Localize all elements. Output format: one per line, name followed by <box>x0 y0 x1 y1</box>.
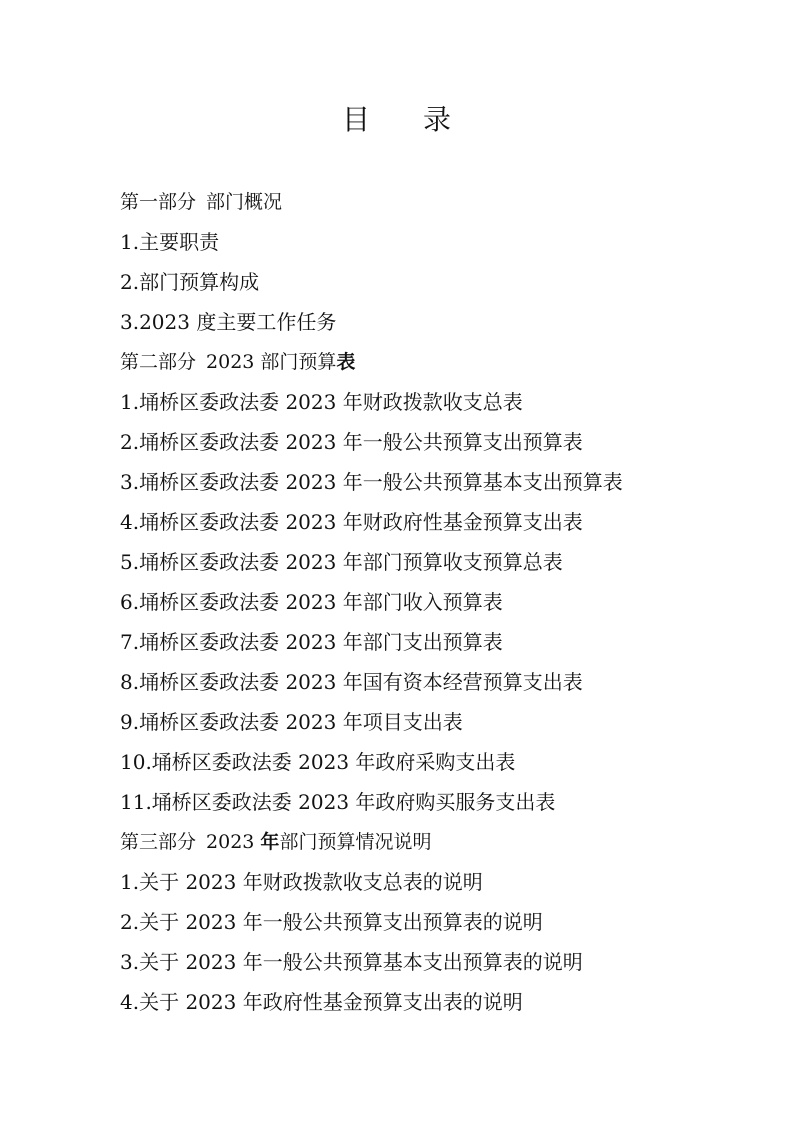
toc-item[interactable]: 10.埇桥区委政法委 2023 年政府采购支出表 <box>120 750 516 774</box>
toc-item[interactable]: 7.埇桥区委政法委 2023 年部门支出预算表 <box>120 630 503 654</box>
toc-item[interactable]: 1.关于 2023 年财政拨款收支总表的说明 <box>120 870 483 894</box>
toc-part-label: 第三部分 <box>120 831 197 853</box>
toc-part-title: 部门预算情况说明 <box>279 831 432 853</box>
toc-part-label: 第二部分 <box>120 351 197 373</box>
toc-item[interactable]: 8.埇桥区委政法委 2023 年国有资本经营预算支出表 <box>120 670 583 694</box>
toc-item[interactable]: 4.关于 2023 年政府性基金预算支出表的说明 <box>120 990 523 1014</box>
page-title: 目 录 <box>342 103 473 136</box>
toc-item[interactable]: 1.埇桥区委政法委 2023 年财政拨款收支总表 <box>120 390 523 414</box>
toc-item[interactable]: 2.关于 2023 年一般公共预算支出预算表的说明 <box>120 910 543 934</box>
toc-part-title-bold: 年 <box>260 831 280 853</box>
toc-part-heading[interactable] <box>120 346 760 386</box>
toc-item[interactable]: 9.埇桥区委政法委 2023 年项目支出表 <box>120 710 463 734</box>
toc-item[interactable]: 3.关于 2023 年一般公共预算基本支出预算表的说明 <box>120 950 583 974</box>
toc-item[interactable]: 2.部门预算构成 <box>120 270 260 294</box>
toc-part-title: 2023 <box>206 831 261 853</box>
toc-item[interactable]: 1.主要职责 <box>120 230 220 254</box>
toc-part-title: 部门概况 <box>206 191 283 213</box>
toc-part-label: 第一部分 <box>120 191 197 213</box>
toc-item[interactable]: 5.埇桥区委政法委 2023 年部门预算收支预算总表 <box>120 550 563 574</box>
toc-item[interactable]: 2.埇桥区委政法委 2023 年一般公共预算支出预算表 <box>120 430 583 454</box>
toc-part-heading[interactable] <box>120 186 760 226</box>
toc-part-title-bold: 表 <box>336 351 356 373</box>
toc-item[interactable]: 6.埇桥区委政法委 2023 年部门收入预算表 <box>120 590 503 614</box>
toc-item[interactable]: 4.埇桥区委政法委 2023 年财政府性基金预算支出表 <box>120 510 583 534</box>
table-of-contents <box>120 186 760 1026</box>
toc-part-title: 2023 部门预算 <box>206 351 337 373</box>
toc-part-heading[interactable] <box>120 826 760 866</box>
toc-item[interactable]: 3.埇桥区委政法委 2023 年一般公共预算基本支出预算表 <box>120 470 623 494</box>
toc-item[interactable]: 3.2023 度主要工作任务 <box>120 310 337 334</box>
toc-item[interactable]: 11.埇桥区委政法委 2023 年政府购买服务支出表 <box>120 790 556 814</box>
